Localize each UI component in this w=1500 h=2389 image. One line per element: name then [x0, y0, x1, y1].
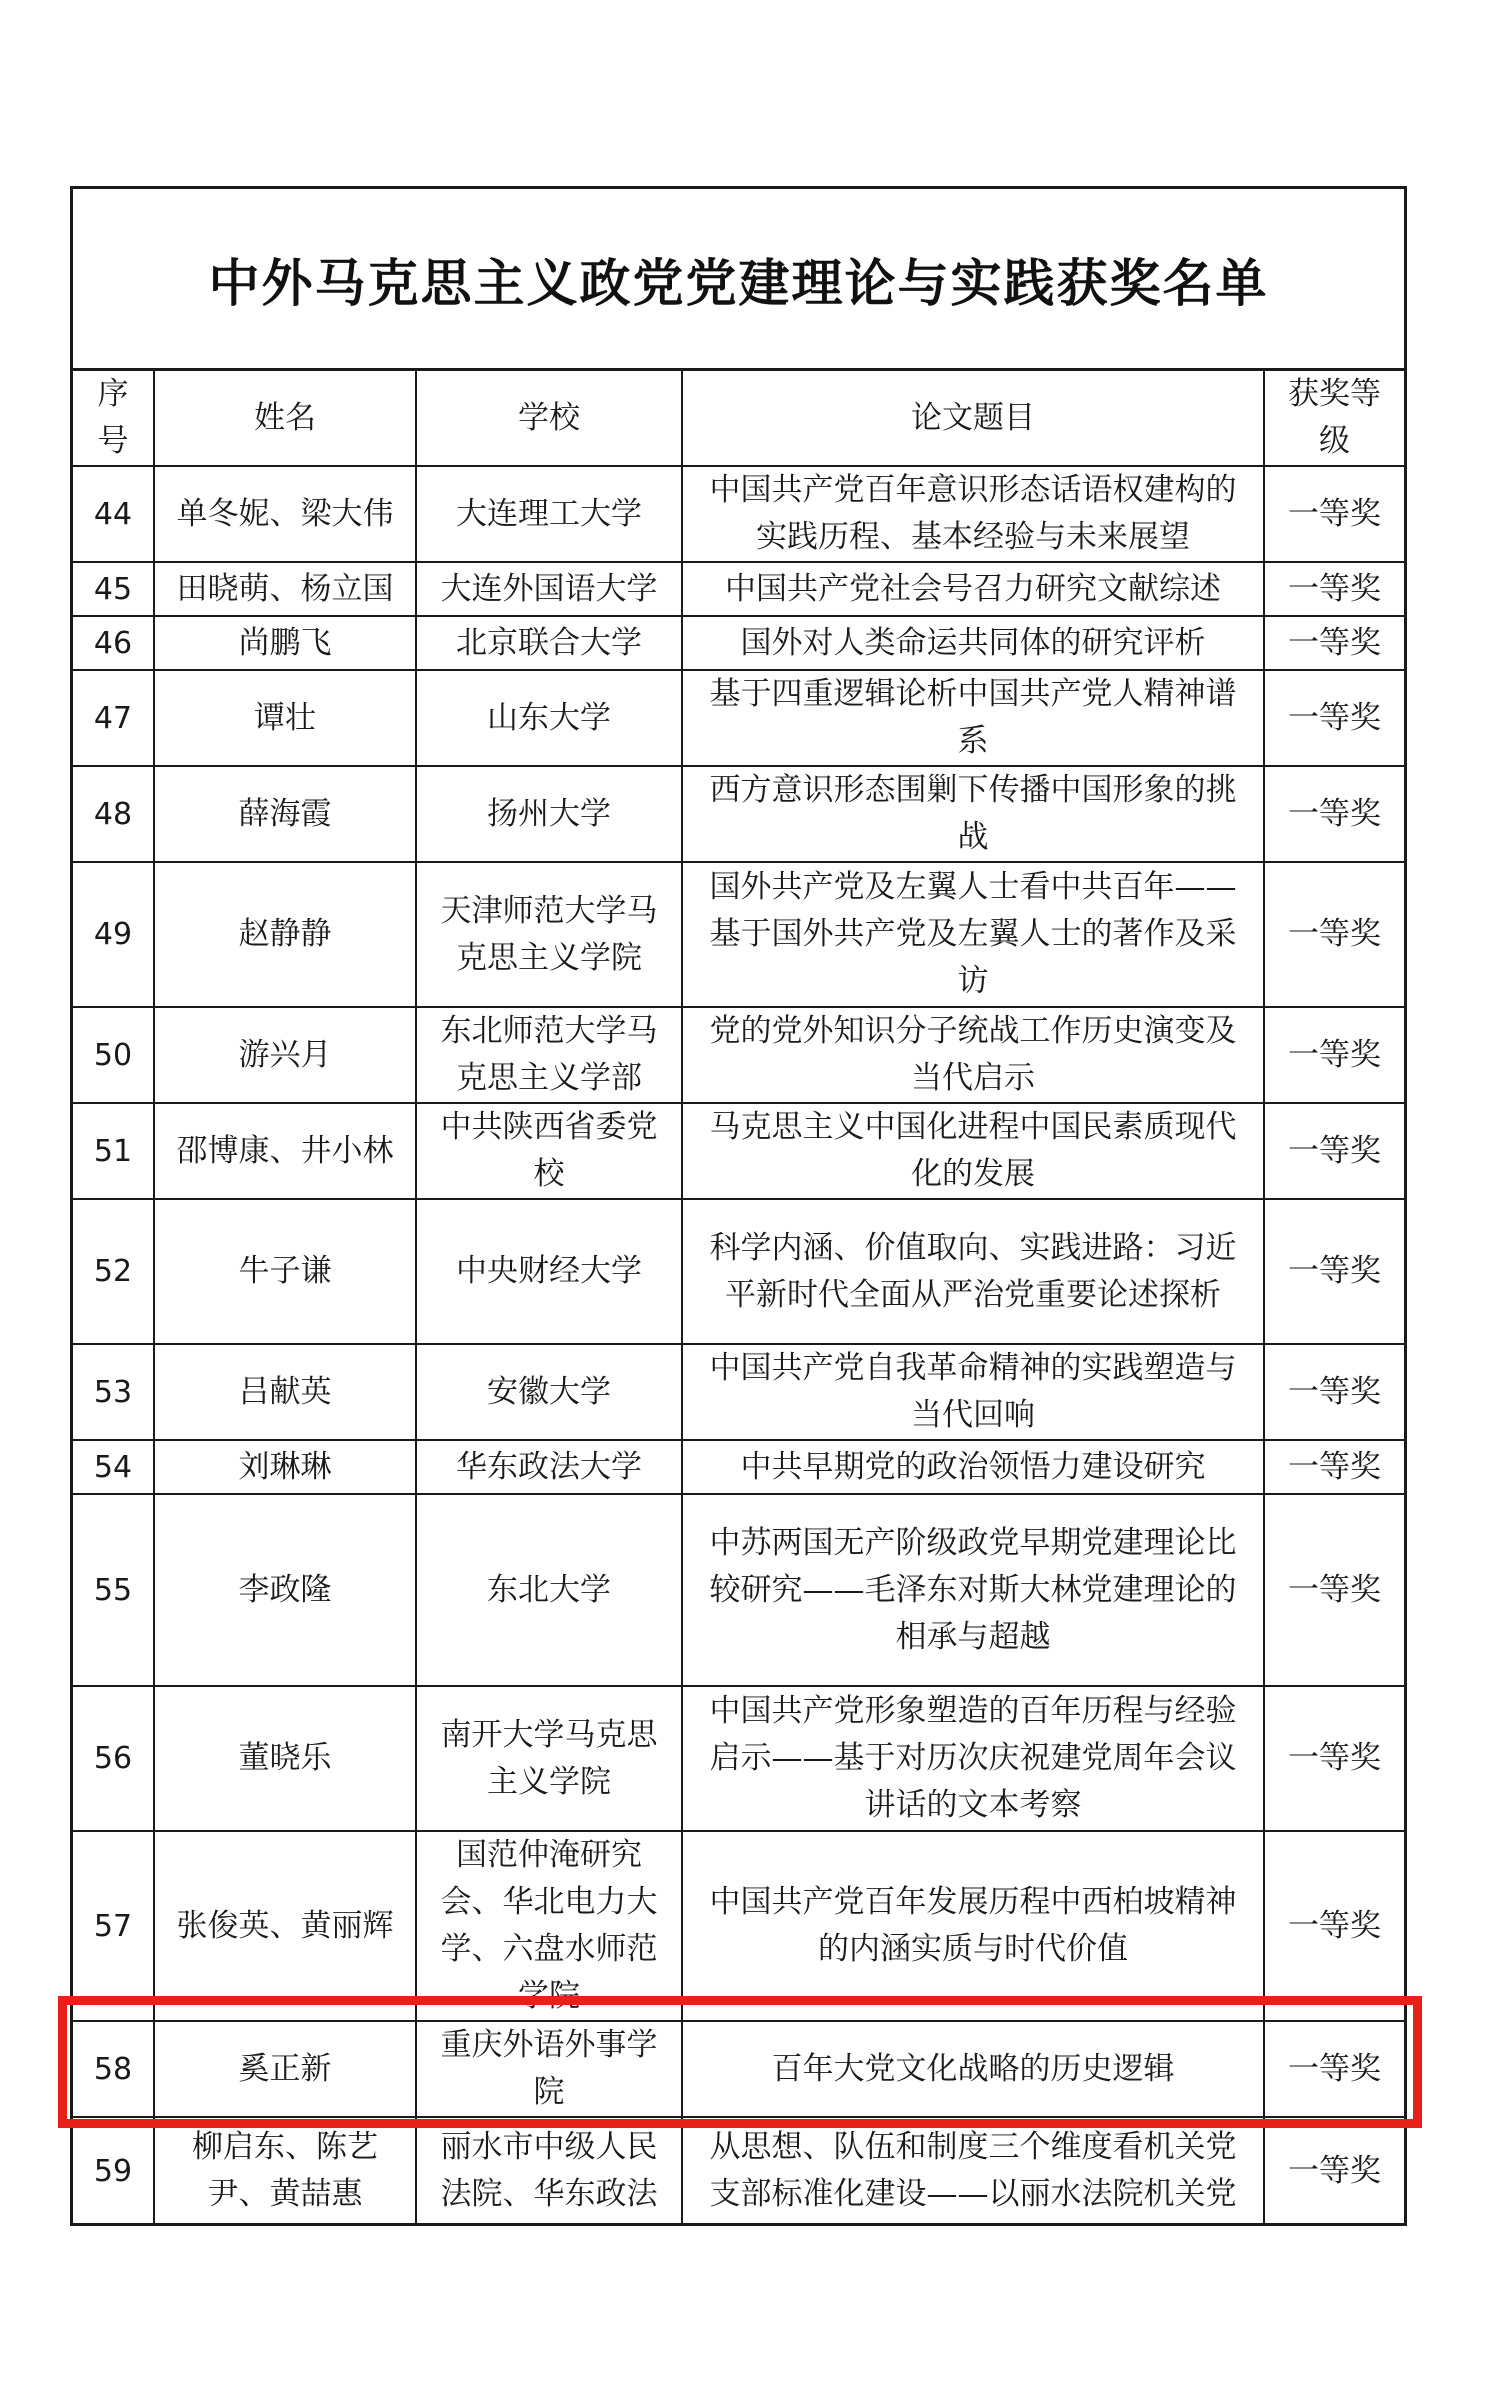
cell-award: 一等奖	[1264, 616, 1404, 670]
cell-paper-title: 党的党外知识分子统战工作历史演变及当代启示	[682, 1007, 1264, 1103]
cell-paper-title: 中共早期党的政治领悟力建设研究	[682, 1440, 1264, 1494]
table-row	[73, 1831, 1404, 2021]
cell-name: 张俊英、黄丽辉	[154, 1831, 416, 2021]
cell-name: 尚鹏飞	[154, 616, 416, 670]
cell-name: 薛海霞	[154, 766, 416, 862]
cell-paper-title: 中苏两国无产阶级政党早期党建理论比较研究——毛泽东对斯大林党建理论的相承与超越	[682, 1494, 1264, 1686]
cell-name: 董晓乐	[154, 1686, 416, 1831]
cell-index: 51	[73, 1103, 154, 1199]
table-row	[73, 2021, 1404, 2117]
cell-name: 柳启东、陈艺尹、黄喆惠	[154, 2117, 416, 2225]
cell-paper-title: 中国共产党百年发展历程中西柏坡精神的内涵实质与时代价值	[682, 1831, 1264, 2021]
cell-name: 刘琳琳	[154, 1440, 416, 1494]
cell-paper-title: 国外对人类命运共同体的研究评析	[682, 616, 1264, 670]
cell-school: 东北师范大学马克思主义学部	[416, 1007, 682, 1103]
cell-paper-title: 基于四重逻辑论析中国共产党人精神谱系	[682, 670, 1264, 766]
cell-name: 奚正新	[154, 2021, 416, 2117]
cell-index: 53	[73, 1344, 154, 1440]
cell-paper-title: 马克思主义中国化进程中国民素质现代化的发展	[682, 1103, 1264, 1199]
cell-award: 一等奖	[1264, 1831, 1404, 2021]
cell-school: 扬州大学	[416, 766, 682, 862]
table-body	[73, 466, 1404, 2225]
cell-award: 一等奖	[1264, 562, 1404, 616]
cell-school: 南开大学马克思主义学院	[416, 1686, 682, 1831]
table-row	[73, 1344, 1404, 1440]
cell-paper-title: 科学内涵、价值取向、实践进路：习近平新时代全面从严治党重要论述探析	[682, 1199, 1264, 1344]
cell-school: 大连外国语大学	[416, 562, 682, 616]
cell-award: 一等奖	[1264, 1199, 1404, 1344]
cell-paper-title: 中国共产党百年意识形态话语权建构的实践历程、基本经验与未来展望	[682, 466, 1264, 562]
cell-paper-title: 西方意识形态围剿下传播中国形象的挑战	[682, 766, 1264, 862]
cell-index: 54	[73, 1440, 154, 1494]
table-row	[73, 1440, 1404, 1494]
cell-index: 49	[73, 862, 154, 1007]
cell-index: 55	[73, 1494, 154, 1686]
cell-paper-title: 从思想、队伍和制度三个维度看机关党支部标准化建设——以丽水法院机关党	[682, 2117, 1264, 2225]
cell-school: 丽水市中级人民法院、华东政法	[416, 2117, 682, 2225]
award-table	[73, 371, 1404, 2226]
cell-award: 一等奖	[1264, 1686, 1404, 1831]
table-row	[73, 766, 1404, 862]
cell-name: 吕献英	[154, 1344, 416, 1440]
cell-award: 一等奖	[1264, 1440, 1404, 1494]
cell-index: 52	[73, 1199, 154, 1344]
cell-award: 一等奖	[1264, 1103, 1404, 1199]
cell-paper-title: 中国共产党形象塑造的百年历程与经验启示——基于对历次庆祝建党周年会议讲话的文本考察	[682, 1686, 1264, 1831]
cell-paper-title: 国外共产党及左翼人士看中共百年——基于国外共产党及左翼人士的著作及采访	[682, 862, 1264, 1007]
cell-index: 58	[73, 2021, 154, 2117]
cell-award: 一等奖	[1264, 466, 1404, 562]
cell-index: 48	[73, 766, 154, 862]
table-row	[73, 862, 1404, 1007]
table-row	[73, 670, 1404, 766]
cell-award: 一等奖	[1264, 1007, 1404, 1103]
cell-school: 北京联合大学	[416, 616, 682, 670]
cell-award: 一等奖	[1264, 766, 1404, 862]
header-school: 学校	[416, 371, 682, 466]
cell-name: 单冬妮、梁大伟	[154, 466, 416, 562]
cell-school: 重庆外语外事学院	[416, 2021, 682, 2117]
cell-index: 46	[73, 616, 154, 670]
cell-award: 一等奖	[1264, 862, 1404, 1007]
cell-index: 47	[73, 670, 154, 766]
table-row	[73, 1199, 1404, 1344]
table-row	[73, 1007, 1404, 1103]
table-header-row	[73, 371, 1404, 466]
table-row	[73, 1494, 1404, 1686]
cell-school: 大连理工大学	[416, 466, 682, 562]
cell-index: 59	[73, 2117, 154, 2225]
table-row	[73, 466, 1404, 562]
header-paper-title: 论文题目	[682, 371, 1264, 466]
table-row	[73, 616, 1404, 670]
cell-paper-title: 中国共产党自我革命精神的实践塑造与当代回响	[682, 1344, 1264, 1440]
cell-index: 57	[73, 1831, 154, 2021]
cell-school: 国范仲淹研究会、华北电力大学、六盘水师范学院	[416, 1831, 682, 2021]
cell-index: 45	[73, 562, 154, 616]
cell-paper-title: 中国共产党社会号召力研究文献综述	[682, 562, 1264, 616]
cell-index: 44	[73, 466, 154, 562]
cell-index: 50	[73, 1007, 154, 1103]
cell-school: 天津师范大学马克思主义学院	[416, 862, 682, 1007]
cell-school: 东北大学	[416, 1494, 682, 1686]
header-name: 姓名	[154, 371, 416, 466]
cell-award: 一等奖	[1264, 1494, 1404, 1686]
header-index: 序号	[73, 371, 154, 466]
table-row	[73, 2117, 1404, 2225]
table-row	[73, 1103, 1404, 1199]
cell-name: 田晓萌、杨立国	[154, 562, 416, 616]
cell-award: 一等奖	[1264, 2117, 1404, 2225]
cell-name: 赵静静	[154, 862, 416, 1007]
cell-school: 山东大学	[416, 670, 682, 766]
cell-school: 中央财经大学	[416, 1199, 682, 1344]
cell-name: 牛子谦	[154, 1199, 416, 1344]
cell-school: 安徽大学	[416, 1344, 682, 1440]
cell-name: 游兴月	[154, 1007, 416, 1103]
cell-name: 李政隆	[154, 1494, 416, 1686]
cell-award: 一等奖	[1264, 670, 1404, 766]
table-row	[73, 562, 1404, 616]
cell-school: 华东政法大学	[416, 1440, 682, 1494]
award-list-sheet	[70, 186, 1407, 2226]
cell-award: 一等奖	[1264, 2021, 1404, 2117]
cell-index: 56	[73, 1686, 154, 1831]
header-award-level: 获奖等级	[1264, 371, 1404, 466]
cell-award: 一等奖	[1264, 1344, 1404, 1440]
cell-name: 邵博康、井小林	[154, 1103, 416, 1199]
title-band	[73, 189, 1404, 371]
cell-paper-title: 百年大党文化战略的历史逻辑	[682, 2021, 1264, 2117]
cell-school: 中共陕西省委党校	[416, 1103, 682, 1199]
document-title: 中外马克思主义政党党建理论与实践获奖名单	[208, 254, 1269, 314]
table-row	[73, 1686, 1404, 1831]
cell-name: 谭壮	[154, 670, 416, 766]
